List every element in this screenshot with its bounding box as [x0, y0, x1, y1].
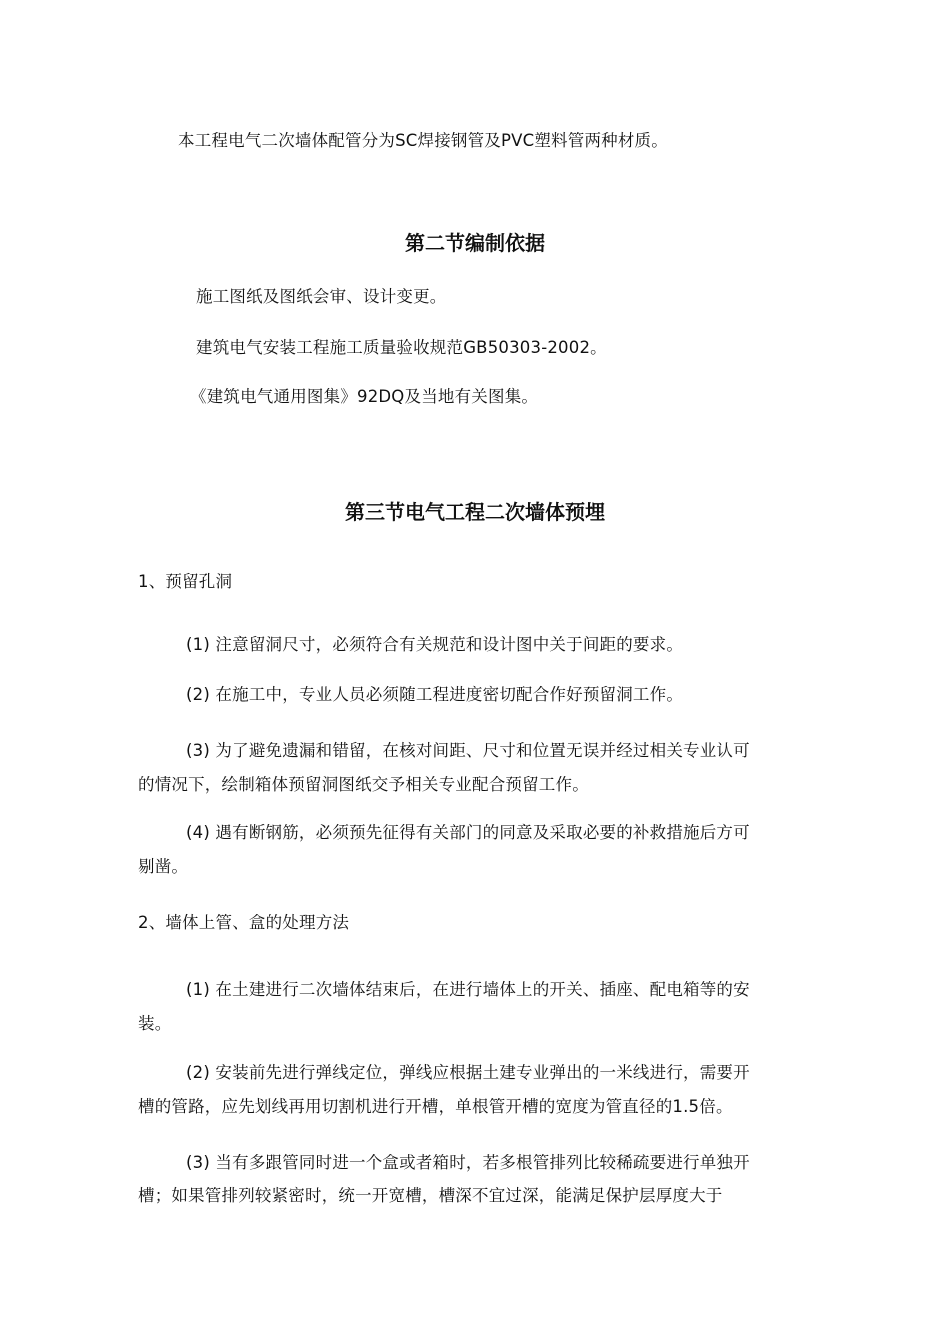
part-1-item-4-line-1: (4) 遇有断钢筋，必须预先征得有关部门的同意及采取必要的补救措施后方可 [186, 823, 750, 842]
basis-item-3: 《建筑电气通用图集》92DQ及当地有关图集。 [190, 387, 539, 406]
intro-paragraph: 本工程电气二次墙体配管分为SC焊接钢管及PVC塑料管两种材质。 [178, 131, 668, 150]
part-1-item-3-line-1: (3) 为了避免遗漏和错留，在核对间距、尺寸和位置无误并经过相关专业认可 [186, 741, 750, 760]
section-3-heading: 第三节电气工程二次墙体预埋 [345, 500, 605, 524]
part-2-item-3-line-1: (3) 当有多跟管同时进一个盒或者箱时，若多根管排列比较稀疏要进行单独开 [186, 1153, 750, 1172]
basis-item-1: 施工图纸及图纸会审、设计变更。 [196, 287, 447, 306]
part-1-item-3-line-2: 的情况下，绘制箱体预留洞图纸交予相关专业配合预留工作。 [138, 775, 589, 794]
part-2-title: 2、墙体上管、盒的处理方法 [138, 913, 350, 932]
part-2-item-2-line-2: 槽的管路，应先划线再用切割机进行开槽，单根管开槽的宽度为管直径的1.5倍。 [138, 1097, 733, 1116]
part-2-item-1-line-2: 装。 [138, 1014, 172, 1033]
part-1-item-2: (2) 在施工中，专业人员必须随工程进度密切配合作好预留洞工作。 [186, 685, 684, 704]
section-2-heading: 第二节编制依据 [405, 231, 545, 255]
part-1-item-4-line-2: 剔凿。 [138, 857, 189, 876]
part-1-title: 1、预留孔洞 [138, 572, 233, 591]
basis-item-2: 建筑电气安装工程施工质量验收规范GB50303-2002。 [196, 338, 607, 357]
part-2-item-2-line-1: (2) 安装前先进行弹线定位，弹线应根据土建专业弹出的一米线进行，需要开 [186, 1063, 750, 1082]
part-2-item-3-line-2: 槽；如果管排列较紧密时，统一开宽槽，槽深不宜过深，能满足保护层厚度大于 [138, 1186, 723, 1205]
part-1-item-1: (1) 注意留洞尺寸，必须符合有关规范和设计图中关于间距的要求。 [186, 635, 684, 654]
part-2-item-1-line-1: (1) 在土建进行二次墙体结束后，在进行墙体上的开关、插座、配电箱等的安 [186, 980, 750, 999]
